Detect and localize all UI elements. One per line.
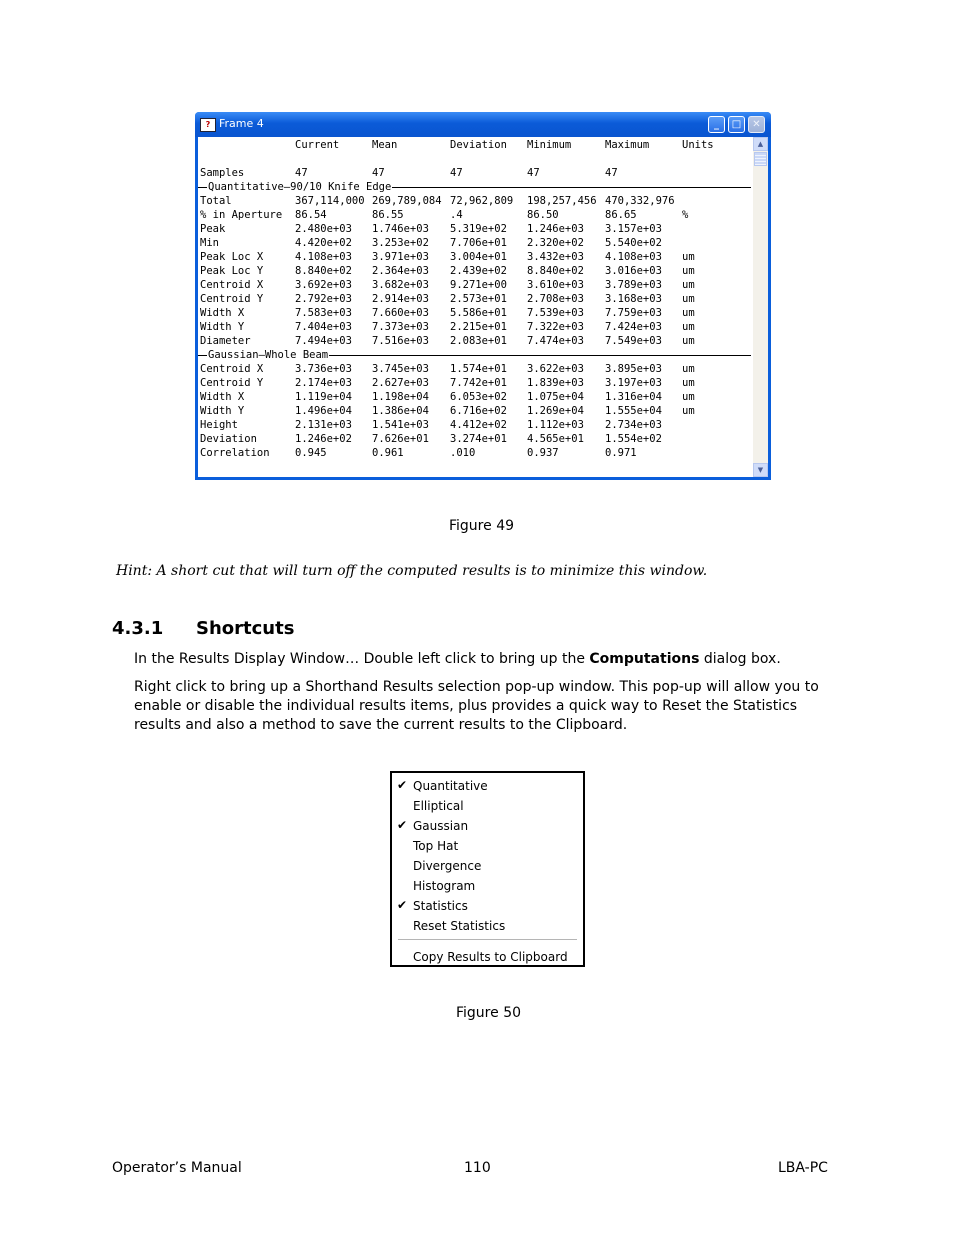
table-cell: um [682, 321, 695, 333]
table-cell: 2.439e+02 [450, 265, 507, 277]
table-cell: 3.157e+03 [605, 223, 662, 235]
menu-item-statistics[interactable] [392, 895, 583, 915]
table-cell: um [682, 391, 695, 403]
row-label: Width Y [200, 405, 245, 417]
frame-window [195, 112, 771, 480]
table-cell: 2.914e+03 [372, 293, 429, 305]
table-cell: 72,962,809 [450, 195, 514, 207]
maximize-icon: □ [731, 119, 742, 130]
menu-item-quantitative[interactable] [392, 775, 583, 795]
menu-item-histogram[interactable] [392, 875, 583, 895]
table-cell: 1.246e+02 [295, 433, 352, 445]
table-cell: 3.274e+01 [450, 433, 507, 445]
menu-item-label: Gaussian [413, 819, 469, 833]
table-cell: 1.246e+03 [527, 223, 584, 235]
table-cell: 3.736e+03 [295, 363, 352, 375]
table-cell: 2.708e+03 [527, 293, 584, 305]
vertical-scrollbar[interactable] [753, 137, 768, 477]
table-cell: 3.432e+03 [527, 251, 584, 263]
section-divider [198, 180, 751, 194]
checkmark-icon: ✔ [397, 898, 408, 912]
table-cell: 7.516e+03 [372, 335, 429, 347]
table-cell: 1.112e+03 [527, 419, 584, 431]
row-label: Width Y [200, 321, 245, 333]
table-cell: 2.083e+01 [450, 335, 507, 347]
menu-item-divergence[interactable] [392, 855, 583, 875]
figure-49-caption: Figure 49 [449, 518, 515, 534]
table-cell: 2.174e+03 [295, 377, 352, 389]
table-cell: 4.108e+03 [605, 251, 662, 263]
table-cell: 0.945 [295, 447, 327, 459]
column-header: Deviation [450, 139, 507, 151]
menu-item-label: Statistics [413, 899, 468, 913]
table-cell: 1.555e+04 [605, 405, 662, 417]
table-cell: 1.554e+02 [605, 433, 662, 445]
row-label: Min [200, 237, 219, 249]
table-cell: 0.971 [605, 447, 637, 459]
table-cell: 1.496e+04 [295, 405, 352, 417]
table-cell: um [682, 251, 695, 263]
table-cell: 86.65 [605, 209, 637, 221]
column-header: Maximum [605, 139, 650, 151]
section-divider [198, 348, 751, 362]
table-cell: 7.373e+03 [372, 321, 429, 333]
menu-item-label: Top Hat [413, 839, 459, 853]
table-cell: 1.316e+04 [605, 391, 662, 403]
results-table [198, 137, 753, 477]
arrow-up-icon: ▲ [757, 140, 764, 148]
table-cell: 86.54 [295, 209, 327, 221]
table-cell: 8.840e+02 [295, 265, 352, 277]
scroll-down-button[interactable] [753, 463, 768, 477]
table-cell: 5.319e+02 [450, 223, 507, 235]
table-cell: 4.412e+02 [450, 419, 507, 431]
table-cell: 86.55 [372, 209, 404, 221]
column-header: Mean [372, 139, 398, 151]
table-cell: 7.706e+01 [450, 237, 507, 249]
table-cell: 2.131e+03 [295, 419, 352, 431]
table-cell: 3.197e+03 [605, 377, 662, 389]
column-header: Minimum [527, 139, 572, 151]
section-title: Shortcuts [196, 618, 295, 639]
row-label: Height [200, 419, 238, 431]
table-cell: .4 [450, 209, 463, 221]
table-cell: um [682, 279, 695, 291]
table-cell: 47 [372, 167, 385, 179]
table-cell: 5.540e+02 [605, 237, 662, 249]
table-cell: 1.839e+03 [527, 377, 584, 389]
row-label: Centroid Y [200, 377, 264, 389]
table-cell: 1.574e+01 [450, 363, 507, 375]
table-cell: 7.494e+03 [295, 335, 352, 347]
table-cell: 3.789e+03 [605, 279, 662, 291]
row-label: Diameter [200, 335, 251, 347]
table-cell: 2.627e+03 [372, 377, 429, 389]
table-cell: 470,332,976 [605, 195, 675, 207]
maximize-button[interactable] [728, 116, 745, 133]
row-label: % in Aperture [200, 209, 283, 221]
menu-item-elliptical[interactable] [392, 795, 583, 815]
row-label: Deviation [200, 433, 257, 445]
table-cell: .010 [450, 447, 476, 459]
table-cell: 7.404e+03 [295, 321, 352, 333]
table-cell: 6.053e+02 [450, 391, 507, 403]
results-popup-menu [390, 771, 585, 967]
table-cell: um [682, 265, 695, 277]
paragraph-computations [134, 650, 844, 669]
table-cell: 2.734e+03 [605, 419, 662, 431]
computations-term: Computations [589, 651, 700, 667]
table-cell: 3.745e+03 [372, 363, 429, 375]
table-cell: 1.119e+04 [295, 391, 352, 403]
row-label: Peak Loc Y [200, 265, 264, 277]
table-cell: 7.424e+03 [605, 321, 662, 333]
table-cell: 3.004e+01 [450, 251, 507, 263]
para1-text-end: dialog box. [699, 651, 781, 667]
row-label: Samples [200, 167, 245, 179]
window-titlebar[interactable] [195, 112, 771, 137]
footer-right: LBA-PC [778, 1160, 828, 1176]
table-cell: 9.271e+00 [450, 279, 507, 291]
table-cell: 4.420e+02 [295, 237, 352, 249]
table-cell: 2.320e+02 [527, 237, 584, 249]
minimize-button[interactable] [708, 116, 725, 133]
table-cell: 2.215e+01 [450, 321, 507, 333]
table-cell: 4.108e+03 [295, 251, 352, 263]
menu-item-copy-results[interactable] [392, 946, 583, 966]
menu-item-label: Reset Statistics [413, 919, 506, 933]
table-cell: 2.480e+03 [295, 223, 352, 235]
table-cell: 1.269e+04 [527, 405, 584, 417]
row-label: Correlation [200, 447, 270, 459]
menu-item-top-hat[interactable] [392, 835, 583, 855]
table-cell: 3.622e+03 [527, 363, 584, 375]
table-cell: 3.610e+03 [527, 279, 584, 291]
table-cell: um [682, 405, 695, 417]
table-cell: 5.586e+01 [450, 307, 507, 319]
table-cell: 0.961 [372, 447, 404, 459]
table-cell: 47 [295, 167, 308, 179]
minimize-icon: _ [714, 119, 719, 130]
menu-item-label: Copy Results to Clipboard [413, 950, 568, 964]
checkmark-icon: ✔ [397, 778, 408, 792]
menu-item-label: Histogram [413, 879, 476, 893]
table-cell: 0.937 [527, 447, 559, 459]
app-icon[interactable]: ? [200, 118, 216, 132]
close-button[interactable] [748, 116, 765, 133]
row-label: Width X [200, 307, 245, 319]
para1-text: In the Results Display Window… Double left click to bring up the [134, 651, 590, 667]
results-panel [198, 137, 768, 477]
checkmark-icon: ✔ [397, 818, 408, 832]
table-cell: 3.971e+03 [372, 251, 429, 263]
row-label: Total [200, 195, 232, 207]
table-cell: 3.016e+03 [605, 265, 662, 277]
row-label: Centroid Y [200, 293, 264, 305]
table-cell: 7.583e+03 [295, 307, 352, 319]
table-cell: 3.168e+03 [605, 293, 662, 305]
table-cell: 7.549e+03 [605, 335, 662, 347]
table-cell: 2.792e+03 [295, 293, 352, 305]
table-cell: 1.386e+04 [372, 405, 429, 417]
section-label: Quantitative—90/10 Knife Edge [208, 181, 392, 193]
table-cell: 1.198e+04 [372, 391, 429, 403]
scroll-up-button[interactable] [753, 137, 768, 151]
table-cell: um [682, 307, 695, 319]
table-cell: um [682, 377, 695, 389]
table-cell: 7.474e+03 [527, 335, 584, 347]
table-cell: 4.565e+01 [527, 433, 584, 445]
table-cell: 3.692e+03 [295, 279, 352, 291]
menu-item-label: Quantitative [413, 779, 488, 793]
table-cell: 6.716e+02 [450, 405, 507, 417]
table-cell: 1.746e+03 [372, 223, 429, 235]
menu-item-label: Elliptical [413, 799, 464, 813]
table-cell: 7.742e+01 [450, 377, 507, 389]
row-label: Width X [200, 391, 245, 403]
menu-item-label: Divergence [413, 859, 482, 873]
table-cell: um [682, 363, 695, 375]
table-cell: 3.682e+03 [372, 279, 429, 291]
table-cell: 1.075e+04 [527, 391, 584, 403]
row-label: Centroid X [200, 363, 264, 375]
window-title: Frame 4 [219, 117, 264, 130]
table-cell: 8.840e+02 [527, 265, 584, 277]
table-cell: 47 [527, 167, 540, 179]
table-cell: 7.539e+03 [527, 307, 584, 319]
table-cell: 269,789,084 [372, 195, 442, 207]
table-cell: um [682, 335, 695, 347]
page-number: 110 [464, 1160, 491, 1176]
table-cell: % [682, 209, 689, 221]
column-header: Current [295, 139, 340, 151]
table-cell: 7.660e+03 [372, 307, 429, 319]
table-cell: 47 [605, 167, 618, 179]
table-cell: 3.253e+02 [372, 237, 429, 249]
hint-text: Hint: A short cut that will turn off the computed results is to minimize this window. [116, 563, 708, 579]
menu-item-gaussian[interactable] [392, 815, 583, 835]
table-cell: 2.573e+01 [450, 293, 507, 305]
section-number: 4.3.1 [112, 618, 164, 639]
arrow-down-icon: ▼ [757, 466, 764, 474]
row-label: Peak [200, 223, 226, 235]
row-label: Peak Loc X [200, 251, 264, 263]
menu-separator [398, 939, 577, 941]
table-cell: 7.759e+03 [605, 307, 662, 319]
table-cell: 2.364e+03 [372, 265, 429, 277]
close-icon: ✕ [752, 119, 761, 130]
table-cell: 7.626e+01 [372, 433, 429, 445]
section-label: Gaussian—Whole Beam [208, 349, 329, 361]
table-cell: 86.50 [527, 209, 559, 221]
table-cell: 198,257,456 [527, 195, 597, 207]
footer-left: Operator’s Manual [112, 1160, 242, 1176]
table-cell: 367,114,000 [295, 195, 365, 207]
scroll-thumb[interactable] [754, 152, 767, 166]
paragraph-shortcuts: Right click to bring up a Shorthand Results selection pop-up window. This pop-up will allow you to enable or disable the individual results items, plus provides a quick way to Reset the Statistics results and also a method to save the current results to the Clipboard. [134, 679, 819, 733]
table-cell: um [682, 293, 695, 305]
menu-item-reset-statistics[interactable] [392, 915, 583, 935]
table-cell: 7.322e+03 [527, 321, 584, 333]
table-cell: 3.895e+03 [605, 363, 662, 375]
table-cell: 1.541e+03 [372, 419, 429, 431]
table-cell: 47 [450, 167, 463, 179]
column-header: Units [682, 139, 714, 151]
row-label: Centroid X [200, 279, 264, 291]
figure-50-caption: Figure 50 [456, 1005, 522, 1021]
